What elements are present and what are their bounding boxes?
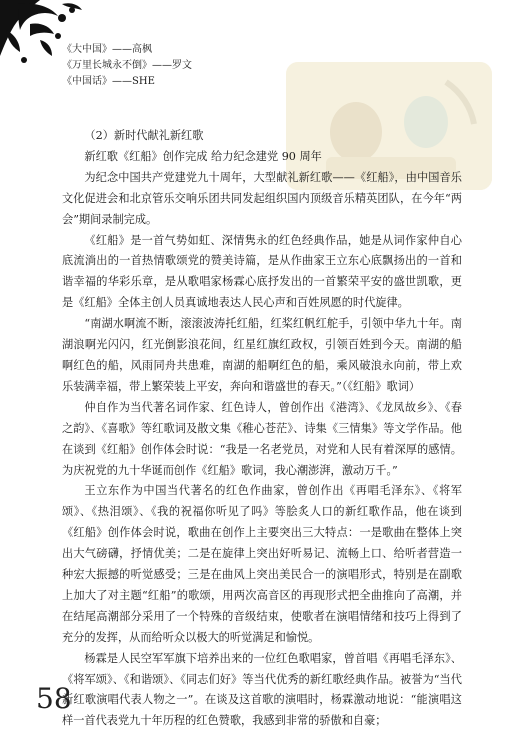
song-list-item: 《万里长城永不倒》——罗文 [62, 60, 192, 71]
paragraph: 新红歌《红船》创作完成 给力纪念建党 90 周年 [84, 149, 322, 163]
song-list-item: 《中国话》——SHE [62, 76, 155, 87]
paragraph-lyrics: “南湖水啊流不断，滚滚波涛托红船，红桨红帆红舵手，引领中华九十年。南湖浪啊光闪闪，红光倒影浪花间，红星红旗红政权，引领百姓到今天。南湖的船啊红色的船，风雨同舟共患难，南湖的船啊红色的船，乘风破浪永向前，带上欢乐装满幸福，带上繁荣装上平安，奔向和谐盛世的春天。”（《红船》歌词） [62, 317, 462, 393]
paragraph: 《红船》是一首气势如虹、深情隽永的红色经典作品，她是从词作家仲自心底流淌出的一首热情歌颂党的赞美诗篇，是从作曲家王立东心底飘扬出的一首和谐幸福的华彩乐章，是从歌唱家杨霖心底抒发出的一首繁荣平安的盛世凯歌，更是《红船》全体主创人员真诚地表达人民心声和百姓夙愿的时代旋律。 [62, 233, 462, 310]
song-list-item: 《大中国》——高枫 [62, 44, 152, 55]
song-list [62, 42, 192, 90]
paragraph: 王立东作为中国当代著名的红色作曲家，曾创作出《再唱毛泽东》、《将军颂》、《热泪颂》、《我的祝福你听见了吗》等脍炙人口的新红歌作品，他在谈到《红船》创作体会时说，歌曲在创作上主要突出三大特点：一是歌曲在整体上突出大气磅礴，抒情优美；二是在旋律上突出好听易记、流畅上口、给听者营造一种宏大振撼的听觉感受；三是在曲风上突出美民合一的演唱形式，特别是在副歌上加大了对主题“红船”的歌颂，用两次高音区的再现形式把全曲推向了高潮，并在结尾高潮部分采用了一个特殊的音级结束，使歌者在演唱情绪和技巧上得到了充分的发挥，从而给听众以极大的听觉满足和愉悦。 [62, 484, 462, 644]
page-number: 58 [36, 682, 72, 715]
paragraph: 为纪念中国共产党建党九十周年，大型献礼新红歌——《红船》，由中国音乐文化促进会和北京管乐交响乐团共同发起组织国内顶级音乐精英团队，在今年“两会”期间录制完成。 [62, 170, 462, 226]
paragraph: 仲自作为当代著名词作家、红色诗人，曾创作出《港湾》、《龙凤故乡》、《春之韵》、《喜歌》等红歌词及散文集《稚心苍茫》、诗集《三情集》等文学作品。他在谈到《红船》创作体会时说：“我是一名老党员，对党和人民有着深厚的感情。为庆祝党的九十华诞而创作《红船》歌词，我心潮澎湃，激动万千。” [62, 400, 462, 477]
article-body [62, 126, 462, 732]
section-heading: （2）新时代献礼新红歌 [84, 129, 204, 142]
paragraph: 杨霖是人民空军军旗下培养出来的一位红色歌唱家，曾首唱《再唱毛泽东》、《将军颂》、《和谐颂》、《同志们好》等当代优秀的新红歌经典作品。被誉为“当代新红歌演唱代表人物之一”。在谈及这首歌的演唱时，杨霖激动地说：“能演唱这样一首代表党九十年历程的红色赞歌，我感到非常的骄傲和自豪； [62, 651, 462, 728]
